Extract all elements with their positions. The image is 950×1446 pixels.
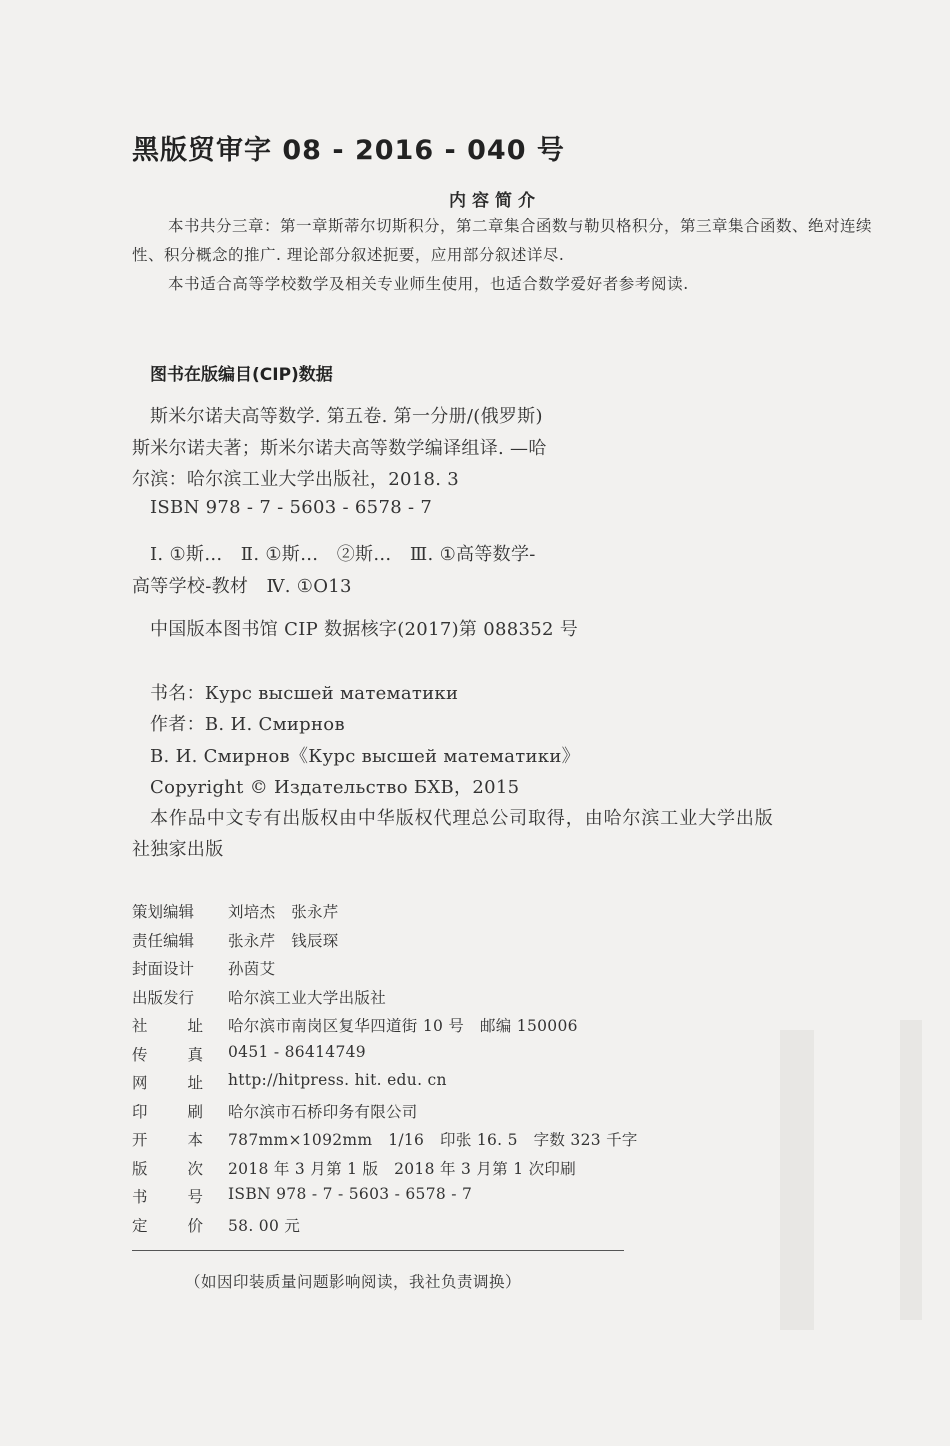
summary-title: 内容简介 <box>449 191 541 211</box>
info-value: 哈尔滨市石桥印务有限公司 <box>228 1103 418 1121</box>
cip-line: ISBN 978 - 7 - 5603 - 6578 - 7 <box>150 497 433 518</box>
info-label: 策划编辑 <box>132 903 195 921</box>
info-value: 刘培杰 张永芹 <box>228 903 339 921</box>
show-through-mark <box>780 1030 814 1330</box>
copyright-line: Copyright © Издательство БХВ，2015 <box>150 777 520 798</box>
info-label: 书号 <box>132 1188 244 1206</box>
info-label: 社址 <box>132 1017 244 1035</box>
info-value: 0451 - 86414749 <box>228 1043 366 1061</box>
info-value: 哈尔滨工业大学出版社 <box>228 989 387 1007</box>
copyright-line: 作者：В. И. Смирнов <box>150 714 345 735</box>
copyright-line: В. И. Смирнов《Курс высшей математики》 <box>150 746 580 767</box>
info-value: ISBN 978 - 7 - 5603 - 6578 - 7 <box>228 1185 473 1203</box>
cip-line: Ⅰ. ①斯… Ⅱ. ①斯… ②斯… Ⅲ. ①高等数学- <box>150 544 536 565</box>
info-label: 印刷 <box>132 1103 244 1121</box>
info-label: 版次 <box>132 1160 244 1178</box>
info-label: 开本 <box>132 1131 244 1149</box>
cip-line: 斯米尔诺夫高等数学. 第五卷. 第一分册/(俄罗斯) <box>150 406 543 427</box>
info-label: 出版发行 <box>132 989 195 1007</box>
cip-line: 中国版本图书馆 CIP 数据核字(2017)第 088352 号 <box>150 619 579 640</box>
info-value: 张永芹 钱辰琛 <box>228 932 339 950</box>
divider-line <box>132 1250 624 1251</box>
copyright-line: 本作品中文专有出版权由中华版权代理总公司取得，由哈尔滨工业大学出版 <box>150 808 774 829</box>
info-label: 责任编辑 <box>132 932 195 950</box>
info-value: http://hitpress. hit. edu. cn <box>228 1071 447 1089</box>
info-label: 定价 <box>132 1217 244 1235</box>
cip-line: 斯米尔诺夫著；斯米尔诺夫高等数学编译组译. —哈 <box>132 438 547 459</box>
info-label: 传真 <box>132 1046 244 1064</box>
info-value: 58. 00 元 <box>228 1217 301 1235</box>
info-value: 哈尔滨市南岗区复华四道街 10 号 邮编 150006 <box>228 1017 578 1035</box>
registration-number: 黑版贸审字 08 - 2016 - 040 号 <box>132 135 565 166</box>
cip-line: 高等学校-教材 Ⅳ. ①O13 <box>132 576 352 597</box>
cip-line: 尔滨：哈尔滨工业大学出版社，2018. 3 <box>132 469 460 490</box>
info-value: 孙茵艾 <box>228 960 276 978</box>
footer-note: （如因印装质量问题影响阅读，我社负责调换） <box>185 1273 522 1291</box>
show-through-mark <box>900 1020 922 1320</box>
copyright-line: 社独家出版 <box>132 839 224 860</box>
copyright-line: 书名：Курс высшей математики <box>150 683 459 704</box>
info-label: 封面设计 <box>132 960 195 978</box>
info-value: 787mm×1092mm 1/16 印张 16. 5 字数 323 千字 <box>228 1131 638 1149</box>
summary-paragraph-1: 本书共分三章：第一章斯蒂尔切斯积分，第二章集合函数与勒贝格积分，第三章集合函数、绝对连续性、积分概念的推广. 理论部分叙述扼要，应用部分叙述详尽. <box>132 217 873 264</box>
info-value: 2018 年 3 月第 1 版 2018 年 3 月第 1 次印刷 <box>228 1160 577 1178</box>
summary-paragraph-2: 本书适合高等学校数学及相关专业师生使用，也适合数学爱好者参考阅读. <box>168 275 689 293</box>
cip-title: 图书在版编目(CIP)数据 <box>150 365 333 385</box>
info-label: 网址 <box>132 1074 244 1092</box>
